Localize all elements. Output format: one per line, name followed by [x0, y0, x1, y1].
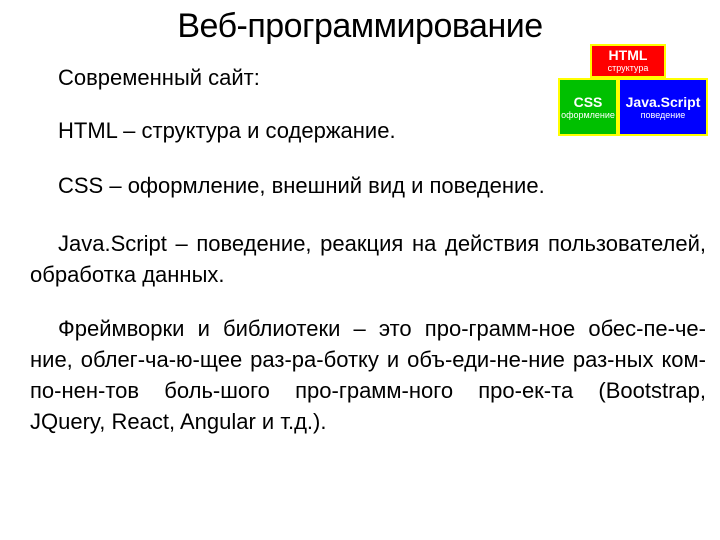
html-block-label: HTML [608, 47, 648, 63]
paragraph-text: CSS – оформление, внешний вид и поведение. [58, 173, 545, 198]
javascript-block-label: Java.Script [625, 94, 701, 110]
paragraph-text: Современный сайт: [58, 65, 260, 90]
css-block [558, 78, 618, 136]
html-block [590, 44, 666, 78]
paragraph-text: Java.Script – поведение, реакция на действия пользователей, обработка данных. [30, 231, 706, 287]
css-block-sub: оформление [561, 110, 615, 120]
html-block-sub: структура [607, 63, 649, 73]
paragraph-text: Фреймворки и библиотеки – это про-грамм-ное обес-пе-че-ние, облег-ча-ю-щее раз-ра-ботку и объ-еди-не-ние раз-ных ком-по-нен-тов боль-шого про-грамм-ного про-ек-та (Bootstrap, JQuery, React, Angular и т.д.). [30, 316, 706, 434]
paragraph-css [30, 170, 706, 201]
paragraph-frameworks [30, 313, 706, 437]
paragraph-text: HTML – структура и содержание. [58, 118, 396, 143]
javascript-block-sub: поведение [640, 110, 686, 120]
css-block-label: CSS [573, 94, 603, 110]
javascript-block [618, 78, 708, 136]
paragraph-javascript [30, 228, 706, 290]
web-technologies-logo [558, 44, 708, 136]
slide-title: Веб-программирование [177, 7, 543, 45]
